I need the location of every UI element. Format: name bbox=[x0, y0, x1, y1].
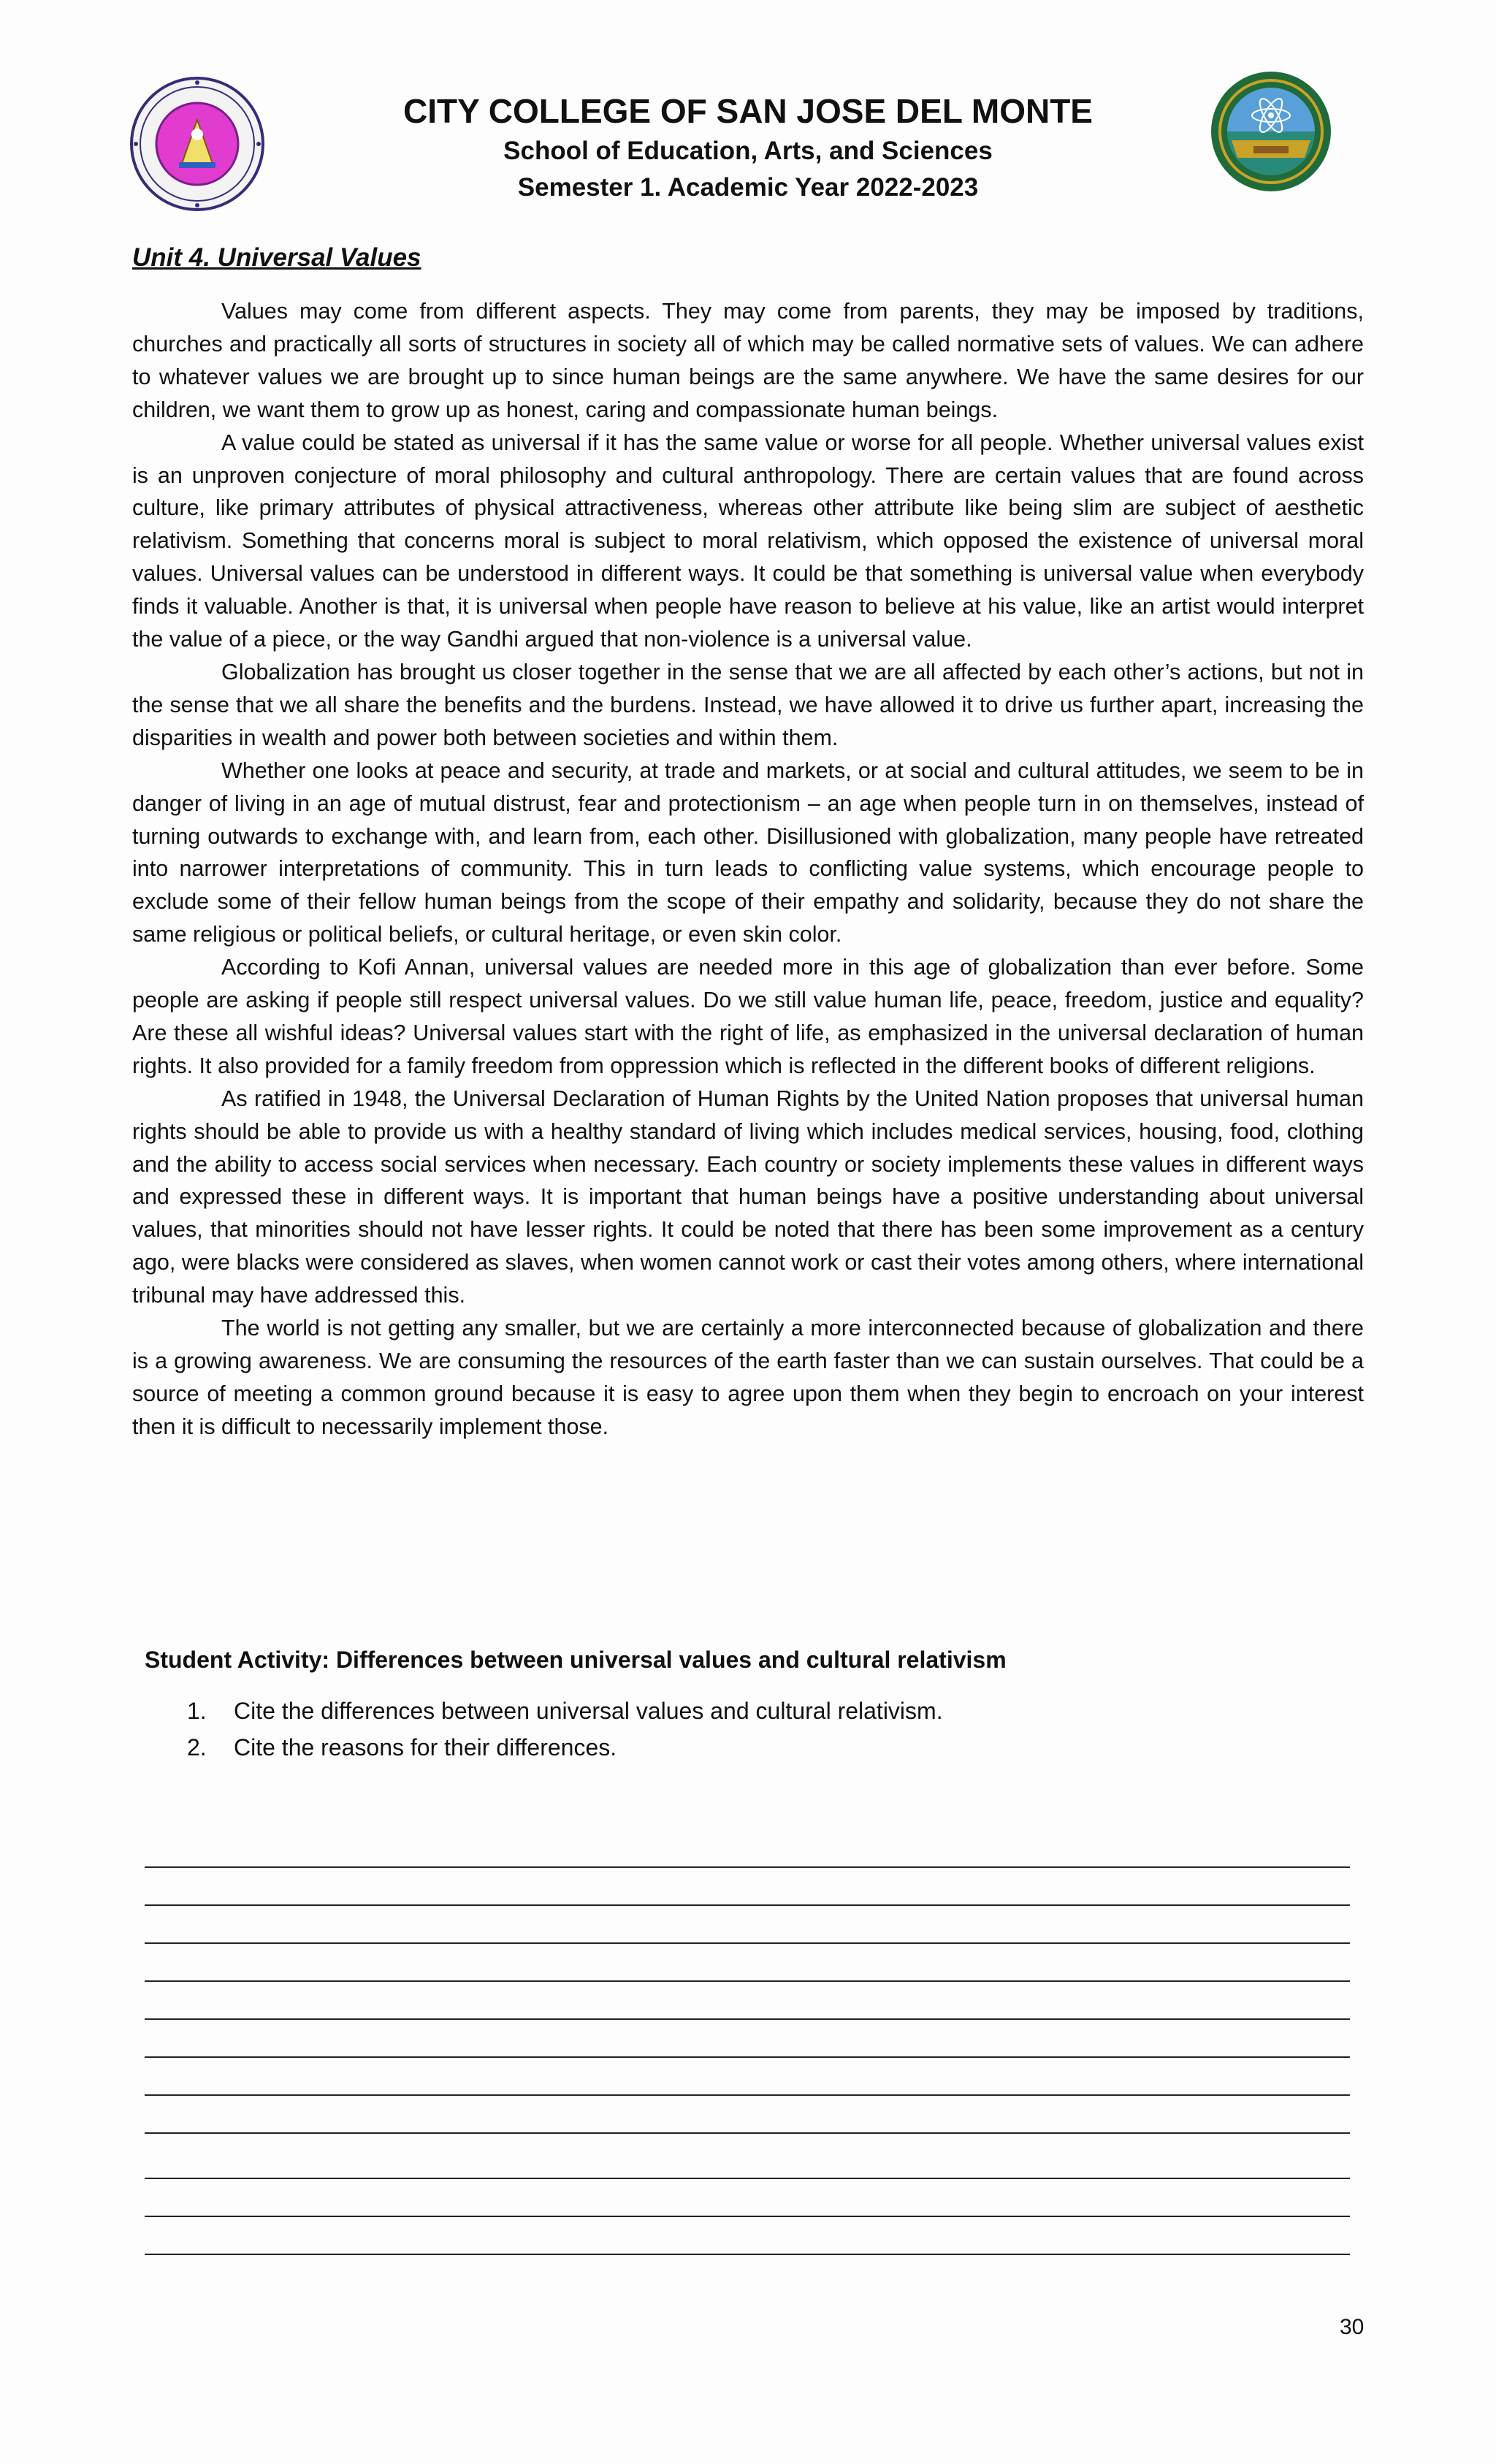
activity-title: Student Activity: Differences between universal values and cultural relativism bbox=[145, 1647, 1007, 1673]
answer-line[interactable] bbox=[145, 2094, 1350, 2096]
paragraph: According to Kofi Annan, universal values are needed more in this age of globalization than ever before. Some people are asking if people still respect universal values. Do we still value human life, peace, freedom, justice and equality? Are these all wishful ideas? Universal values start with the right of life, as emphasized in the universal declaration of human rights. It also provided for a family freedom from oppression which is reflected in the different books of different religions. bbox=[132, 955, 1364, 1078]
answer-line[interactable] bbox=[145, 1980, 1350, 1982]
answer-line[interactable] bbox=[145, 2018, 1350, 2020]
answer-line[interactable] bbox=[145, 1942, 1350, 1944]
activity-item-text: Cite the differences between universal values and cultural relativism. bbox=[234, 1698, 943, 1724]
answer-line[interactable] bbox=[145, 2056, 1350, 2058]
paragraph: Values may come from different aspects. They may come from parents, they may be imposed by traditions, churches and practically all sorts of structures in society all of which may be called normative sets of values. We can adhere to whatever values we are brought up to since human beings are the same anywhere. We have the same desires for our children, we want them to grow up as honest, caring and compassionate human beings. bbox=[132, 299, 1364, 422]
paragraph: A value could be stated as universal if it has the same value or worse for all people. Whether universal values exist is an unproven conjecture of moral philosophy and cultural anthropology. There are certain values that are found across culture, like primary attributes of physical attractiveness, whereas other attribute like being slim are subject of aesthetic relativism. Something that concerns moral is subject to moral relativism, which opposed the existence of universal moral values. Universal values can be understood in different ways. It could be that something is universal value when everybody finds it valuable. Another is that, it is universal when people have reason to believe at his value, like an artist would interpret the value of a piece, or the way Gandhi argued that non-violence is a universal value. bbox=[132, 430, 1364, 652]
paragraph: As ratified in 1948, the Universal Declaration of Human Rights by the United Nation proposes that universal human rights should be able to provide us with a healthy standard of living which includes medical services, housing, food, clothing and the ability to access social services when necessary. Each country or society implements these values in different ways and expressed these in different ways. It is important that human beings have a positive understanding about universal values, that minorities should not have lesser rights. It could be noted that there has been some improvement as a century ago, were blacks were considered as slaves, when women cannot work or cast their votes among others, where international tribunal may have addressed this. bbox=[132, 1086, 1364, 1308]
activity-item-number: 1. bbox=[187, 1698, 207, 1724]
paragraph: Globalization has brought us closer together in the sense that we are all affected by each other’s actions, but not in the sense that we all share the benefits and the burdens. Instead, we have allowed it to drive us further apart, increasing the disparities in wealth and power both between societies and within them. bbox=[132, 659, 1364, 750]
answer-line[interactable] bbox=[145, 2178, 1350, 2179]
answer-line[interactable] bbox=[145, 2254, 1350, 2255]
answer-line[interactable] bbox=[145, 1904, 1350, 1906]
activity-list bbox=[187, 1693, 943, 1766]
school-name: School of Education, Arts, and Sciences bbox=[503, 137, 993, 165]
activity-item bbox=[187, 1729, 943, 1766]
page-header bbox=[0, 89, 1496, 206]
answer-line[interactable] bbox=[145, 1866, 1350, 1868]
paragraph: The world is not getting any smaller, but we are certainly a more interconnected because of globalization and there is a growing awareness. We are consuming the resources of the earth faster than we can sustain ourselves. That could be a source of meeting a common ground because it is easy to agree upon them when they begin to encroach on your interest then it is difficult to necessarily implement those. bbox=[132, 1316, 1364, 1439]
semester-line: Semester 1. Academic Year 2022-2023 bbox=[517, 173, 979, 202]
answer-line[interactable] bbox=[145, 2132, 1350, 2134]
paragraph: Whether one looks at peace and security, at trade and markets, or at social and cultural attitudes, we seem to be in danger of living in an age of mutual distrust, fear and protectionism – an age when people turn in on themselves, instead of turning outwards to exchange with, and learn from, each other. Disillusioned with globalization, many people have retreated into narrower interpretations of community. This in turn leads to conflicting value systems, which encourage people to exclude some of their fellow human beings from the scope of their empathy and solidarity, because they do not share the same religious or political beliefs, or cultural heritage, or even skin color. bbox=[132, 758, 1364, 947]
page-number: 30 bbox=[1340, 2315, 1365, 2339]
activity-item-text: Cite the reasons for their differences. bbox=[234, 1734, 617, 1761]
activity-item bbox=[187, 1693, 943, 1729]
body-text bbox=[132, 295, 1364, 1443]
college-name: CITY COLLEGE OF SAN JOSE DEL MONTE bbox=[403, 92, 1093, 130]
answer-line[interactable] bbox=[145, 2216, 1350, 2217]
activity-item-number: 2. bbox=[187, 1734, 207, 1761]
unit-title: Unit 4. Universal Values bbox=[132, 243, 421, 272]
